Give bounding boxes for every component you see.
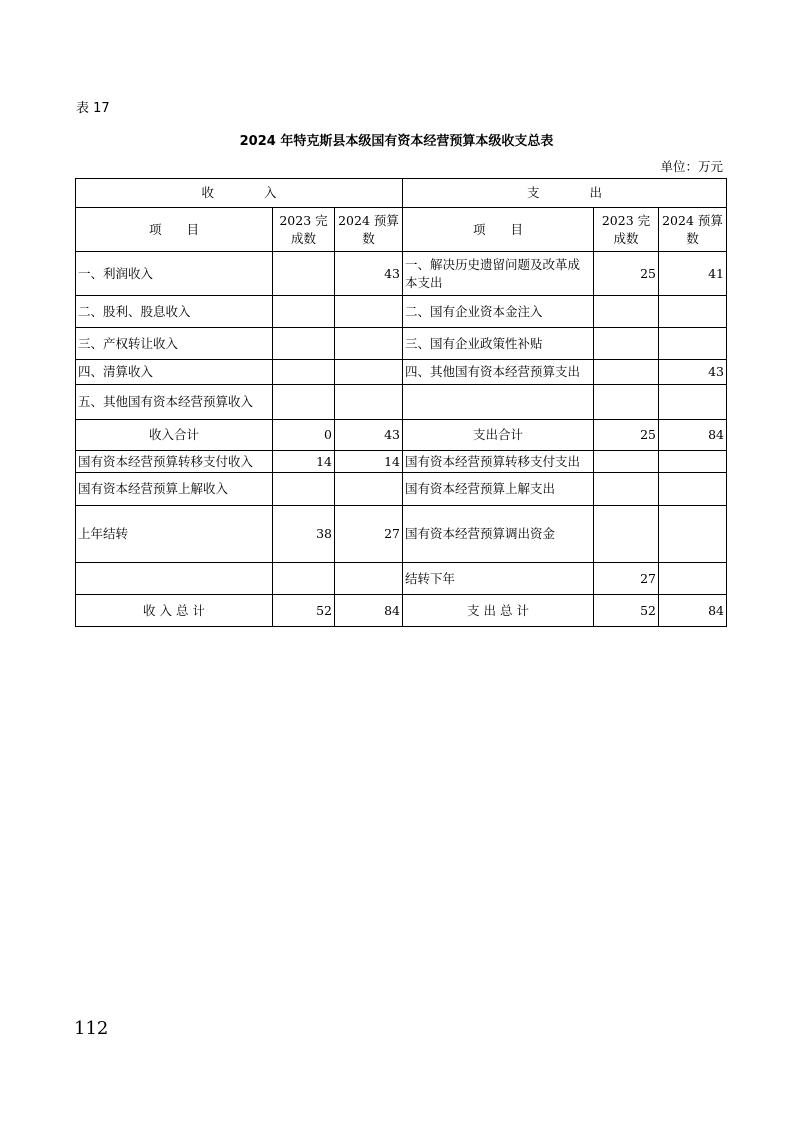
income-2024: 43 (335, 252, 403, 296)
income-2023-header: 2023 完成数 (273, 208, 335, 252)
expense-2024 (659, 473, 727, 506)
expense-item: 一、解决历史遗留问题及改革成本支出 (403, 252, 594, 296)
income-2024 (335, 296, 403, 328)
expense-2024 (659, 385, 727, 420)
income-2023: 38 (273, 506, 335, 563)
expense-item-header: 项 目 (403, 208, 594, 252)
income-item: 四、清算收入 (76, 360, 273, 385)
income-item: 五、其他国有资本经营预算收入 (76, 385, 273, 420)
table-row (76, 360, 727, 385)
income-2023 (273, 385, 335, 420)
table-row (76, 328, 727, 360)
income-grand-total-label: 收 入 总 计 (76, 595, 273, 627)
expense-grand-total-label: 支 出 总 计 (403, 595, 594, 627)
income-2023 (273, 360, 335, 385)
table-row (76, 451, 727, 473)
income-item: 国有资本经营预算上解收入 (76, 473, 273, 506)
expense-item: 结转下年 (403, 563, 594, 595)
income-2024 (335, 328, 403, 360)
expense-2023 (594, 296, 659, 328)
income-item (76, 563, 273, 595)
income-2024 (335, 473, 403, 506)
income-2024 (335, 563, 403, 595)
expense-item: 国有资本经营预算调出资金 (403, 506, 594, 563)
budget-table (75, 178, 727, 627)
expense-2023 (594, 473, 659, 506)
income-item: 三、产权转让收入 (76, 328, 273, 360)
expense-2023: 25 (594, 252, 659, 296)
expense-2024: 84 (659, 595, 727, 627)
expense-2023: 25 (594, 420, 659, 451)
income-2023 (273, 563, 335, 595)
expense-2024 (659, 296, 727, 328)
expense-2023: 52 (594, 595, 659, 627)
income-2023: 52 (273, 595, 335, 627)
income-item: 二、股利、股息收入 (76, 296, 273, 328)
expense-subtotal-label: 支出合计 (403, 420, 594, 451)
income-item: 一、利润收入 (76, 252, 273, 296)
unit-label: 单位：万元 (660, 159, 723, 174)
expense-header: 支 出 (403, 179, 727, 208)
expense-item: 国有资本经营预算上解支出 (403, 473, 594, 506)
income-item: 上年结转 (76, 506, 273, 563)
page-number: 112 (74, 1018, 109, 1039)
expense-2024 (659, 506, 727, 563)
expense-2024: 84 (659, 420, 727, 451)
expense-2023 (594, 451, 659, 473)
expense-2023-header: 2023 完成数 (594, 208, 659, 252)
expense-2023: 27 (594, 563, 659, 595)
income-2023: 14 (273, 451, 335, 473)
expense-item: 四、其他国有资本经营预算支出 (403, 360, 594, 385)
expense-2023 (594, 506, 659, 563)
section-header-row (76, 179, 727, 208)
subtotal-row (76, 420, 727, 451)
table-row (76, 385, 727, 420)
expense-2024: 41 (659, 252, 727, 296)
income-2024: 84 (335, 595, 403, 627)
grand-total-row (76, 595, 727, 627)
income-2023 (273, 473, 335, 506)
income-2024: 43 (335, 420, 403, 451)
income-item-header: 项 目 (76, 208, 273, 252)
expense-item: 二、国有企业资本金注入 (403, 296, 594, 328)
expense-item: 国有资本经营预算转移支付支出 (403, 451, 594, 473)
expense-2023 (594, 328, 659, 360)
income-2023: 0 (273, 420, 335, 451)
expense-item (403, 385, 594, 420)
table-number: 表 17 (76, 101, 110, 116)
column-header-row (76, 208, 727, 252)
expense-2024 (659, 328, 727, 360)
expense-2023 (594, 360, 659, 385)
table-row (76, 252, 727, 296)
expense-2023 (594, 385, 659, 420)
income-2023 (273, 328, 335, 360)
expense-2024: 43 (659, 360, 727, 385)
document-title: 2024 年特克斯县本级国有资本经营预算本级收支总表 (239, 134, 554, 149)
income-2023 (273, 296, 335, 328)
expense-2024 (659, 563, 727, 595)
table-row (76, 296, 727, 328)
expense-2024 (659, 451, 727, 473)
income-2024: 27 (335, 506, 403, 563)
table-row (76, 473, 727, 506)
expense-item: 三、国有企业政策性补贴 (403, 328, 594, 360)
income-2024 (335, 385, 403, 420)
income-2024: 14 (335, 451, 403, 473)
table-row (76, 563, 727, 595)
table-row (76, 506, 727, 563)
income-2023 (273, 252, 335, 296)
income-header: 收 入 (76, 179, 403, 208)
income-2024 (335, 360, 403, 385)
expense-2024-header: 2024 预算数 (659, 208, 727, 252)
income-subtotal-label: 收入合计 (76, 420, 273, 451)
income-item: 国有资本经营预算转移支付收入 (76, 451, 273, 473)
income-2024-header: 2024 预算数 (335, 208, 403, 252)
